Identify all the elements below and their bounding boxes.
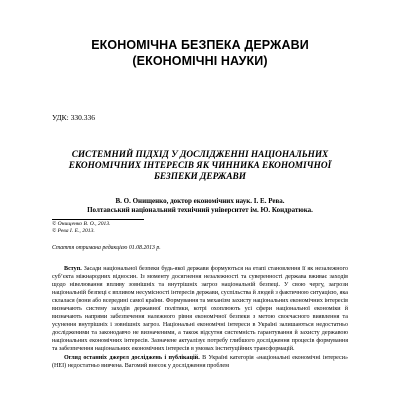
copyright-line-2: © Рева І. Е., 2013. <box>52 227 95 234</box>
received-date: Стаття отримана редакцією 01.08.2013 р. <box>52 245 161 251</box>
author-names: В. О. Онищенко, доктор економічних наук. І. Е. Рева. <box>115 197 285 205</box>
copyright-divider <box>52 219 144 220</box>
section-title-line-1: ЕКОНОМІЧНА БЕЗПЕКА ДЕРЖАВИ <box>91 38 309 52</box>
author-affiliation: Полтавський національний технічний університет ім. Ю. Кондратюка. <box>87 206 313 214</box>
article-title <box>40 150 360 184</box>
article-title-line-2: ЕКОНОМІЧНИХ ІНТЕРЕСІВ ЯК ЧИННИКА ЕКОНОМІЧНОЇ <box>68 161 332 172</box>
journal-section-title <box>20 38 380 69</box>
article-body <box>52 265 348 370</box>
article-title-line-3: БЕЗПЕКИ ДЕРЖАВИ <box>154 172 246 183</box>
introduction-heading: Вступ. <box>64 266 82 272</box>
copyright-line-1: © Онищенко В. О., 2013. <box>52 221 111 227</box>
introduction-text: Засади національної безпеки будь-якої держави формуються на етапі становлення її як незалежного суб’єкта міжнародних відносин. Із моменту досягнення незалежності та суверенності держава вживає заходів щодо нівелювання впливу зовнішніх та внутрішніх загроз національній безпеці. У свою чергу, загрози національній безпеці є впливом несумісності інтересів держави, суспільства й людей з фактичною ситуацією, яка склалася (вони або всередині самої країни. Формування та механізм захисту національних економічних інтересів визначають систему заходів державної політики, котрі охоплюють усі сфери національної економіки й визначають напрями забезпечення належного рівня економічної безпеки з метою своєчасного виявлення та усунення внутрішніх і зовнішніх загроз. Національні економічні інтереси в Україні залишаються недостатньо дослідженими та законодавчо не визначеними, а також відсутня системність гарантування й захисту державою національних економічних інтересів. Зазначене актуалізує потребу глибшого дослідження процесів формування та забезпечення національних економічних інтересів в умовах інституційних трансформацій. <box>52 266 348 353</box>
section-title-line-2: (ЕКОНОМІЧНІ НАУКИ) <box>132 53 268 68</box>
udk-code: УДК: 330.336 <box>52 113 96 122</box>
authors-block <box>40 197 360 215</box>
literature-review-text: В Україні категорія «національні економічні інтереси» (НЕІ) недостатньо вивчена. Вагомий внесок у дослідження проблем <box>52 354 348 369</box>
paragraph-introduction <box>52 265 348 354</box>
paragraph-literature-review <box>52 354 348 370</box>
article-title-line-1: СИСТЕМНИЙ ПІДХІД У ДОСЛІДЖЕННІ НАЦІОНАЛЬНИХ <box>71 150 329 160</box>
copyright-block <box>52 221 111 235</box>
literature-review-heading: Огляд останніх джерел досліджень і публікацій. <box>64 354 200 361</box>
